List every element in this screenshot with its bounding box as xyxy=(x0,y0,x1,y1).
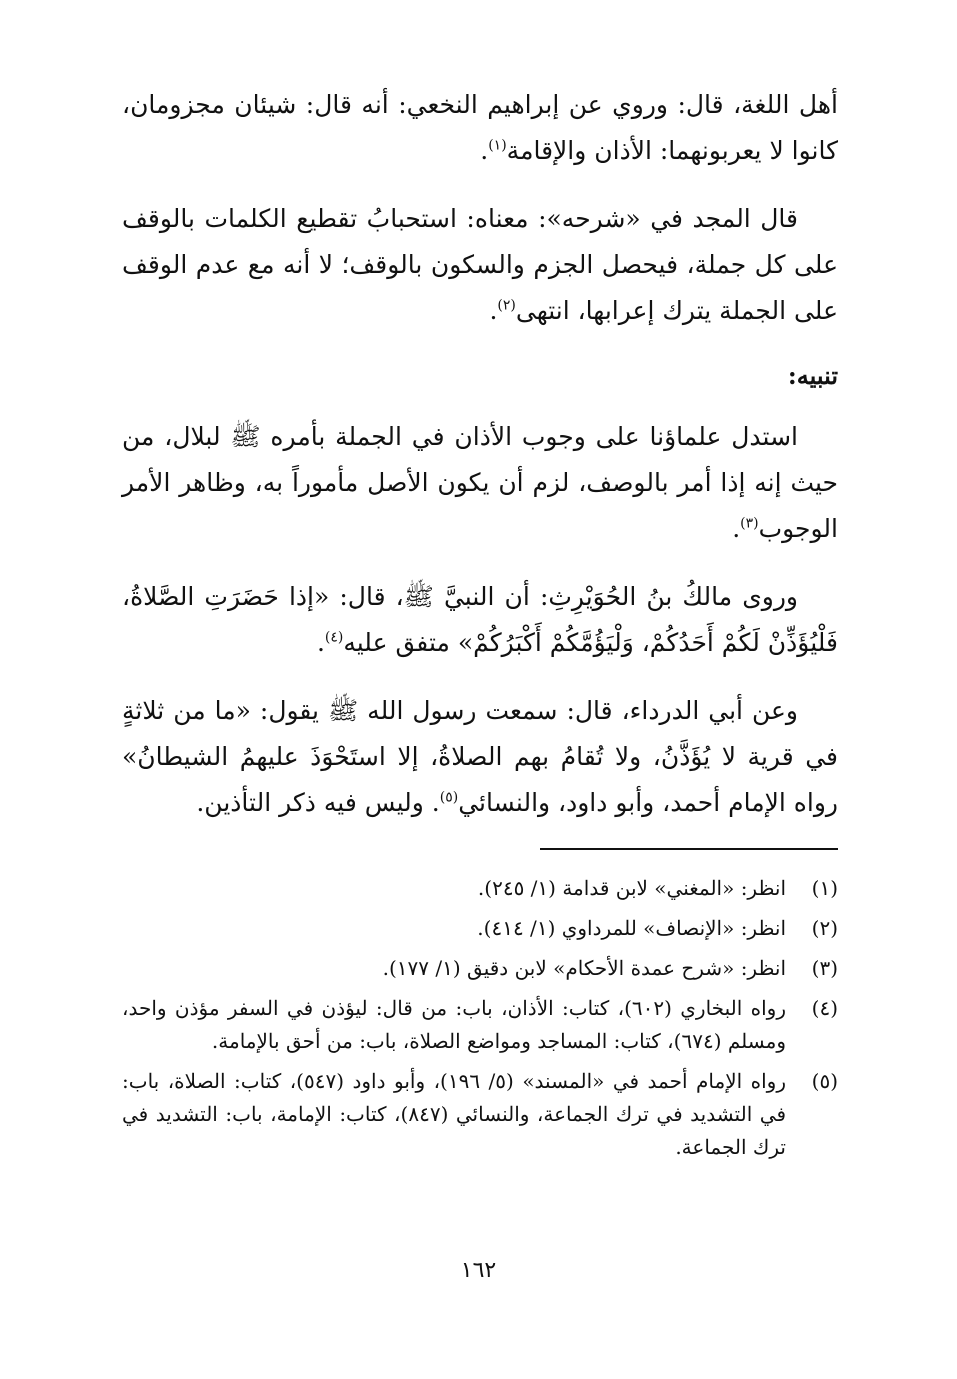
footnote-text: انظر: «المغني» لابن قدامة (١/ ٢٤٥). xyxy=(477,876,786,900)
footnote-item xyxy=(122,872,838,905)
footnote-number: (١) xyxy=(811,876,838,900)
paragraph-1 xyxy=(122,82,838,174)
footnote-ref-4: (٤) xyxy=(324,629,344,646)
paragraph-2-end: . xyxy=(489,296,498,325)
footnote-item xyxy=(122,992,838,1058)
footnote-ref-2: (٢) xyxy=(497,297,516,314)
paragraph-2-text: قال المجد في «شرحه»: معناه: استحبابُ تقطيع الكلمات بالوقف على كل جملة، فيحصل الجزم والسكون بالوقف؛ لا أنه مع عدم الوقف على الجملة يترك إعرابها، انتهى xyxy=(122,204,838,325)
footnote-number: (٥) xyxy=(811,1069,838,1093)
paragraph-3 xyxy=(122,414,838,552)
footnote-ref-1: (١) xyxy=(488,137,507,154)
paragraph-2 xyxy=(122,196,838,334)
footnote-item xyxy=(122,912,838,945)
paragraph-4 xyxy=(122,574,838,666)
paragraph-4-end: . xyxy=(316,628,325,657)
paragraph-5-text: وعن أبي الدرداء، قال: سمعت رسول الله ﷺ يقول: «ما من ثلاثةٍ في قرية لا يُؤَذَّنُ، ولا تُقامُ بهم الصلاةُ، إلا استَحْوَذَ عليهمُ الشيطانُ» رواه الإمام أحمد، وأبو داود، والنسائي xyxy=(122,696,838,817)
paragraph-4-text: وروى مالكُ بنُ الحُوَيْرِثِ: أن النبيَّ ﷺ، قال: «إذا حَضَرَتِ الصَّلاةُ، فَلْيُؤَذِّنْ لَكُمْ أَحَدُكُمْ، وَلْيَؤُمَّكُمْ أَكْبَرُكُمْ» متفق عليه xyxy=(122,582,838,657)
footnote-text: انظر: «شرح عمدة الأحكام» لابن دقيق (١/ ١٧٧). xyxy=(382,956,786,980)
footnote-item xyxy=(122,1065,838,1164)
footnote-item xyxy=(122,952,838,985)
footnote-ref-5: (٥) xyxy=(439,789,459,806)
paragraph-5-end: . وليس فيه ذكر التأذين. xyxy=(196,788,440,817)
paragraph-1-text: أهل اللغة، قال: وروي عن إبراهيم النخعي: أنه قال: شيئان مجزومان، كانوا لا يعربونهما: الأذان والإقامة xyxy=(122,90,838,165)
paragraph-5 xyxy=(122,688,838,826)
footnote-text: انظر: «الإنصاف» للمرداوي (١/ ٤١٤). xyxy=(477,916,786,940)
footnote-number: (٤) xyxy=(811,996,838,1020)
footnote-ref-3: (٣) xyxy=(740,515,759,532)
footnote-text: رواه البخاري (٦٠٢)، كتاب: الأذان، باب: من قال: ليؤذن في السفر مؤذن واحد، ومسلم (٦٧٤)، كتاب: المساجد ومواضع الصلاة، باب: من أحق بالإمامة. xyxy=(122,996,786,1053)
footnotes xyxy=(122,872,838,1164)
paragraph-3-end: . xyxy=(732,514,741,543)
footnote-number: (٣) xyxy=(811,956,838,980)
paragraph-1-end: . xyxy=(480,136,489,165)
section-heading: تنبيه: xyxy=(787,361,838,390)
footnote-divider-line xyxy=(540,848,838,850)
footnote-number: (٢) xyxy=(811,916,838,940)
page-number: ١٦٢ xyxy=(460,1258,497,1283)
paragraph-3-text: استدل علماؤنا على وجوب الأذان في الجملة بأمره ﷺ لبلال، من حيث إنه إذا أمر بالوصف، لزم أن يكون الأصل مأموراً به، وظاهر الأمر الوجوب xyxy=(122,422,838,543)
page-body xyxy=(122,82,838,1171)
footnote-divider xyxy=(122,848,838,850)
footnote-text: رواه الإمام أحمد في «المسند» (٥/ ١٩٦)، وأبو داود (٥٤٧)، كتاب: الصلاة، باب: في التشديد في ترك الجماعة، والنسائي (٨٤٧)، كتاب: الإمامة، باب: التشديد في ترك الجماعة. xyxy=(122,1069,787,1159)
